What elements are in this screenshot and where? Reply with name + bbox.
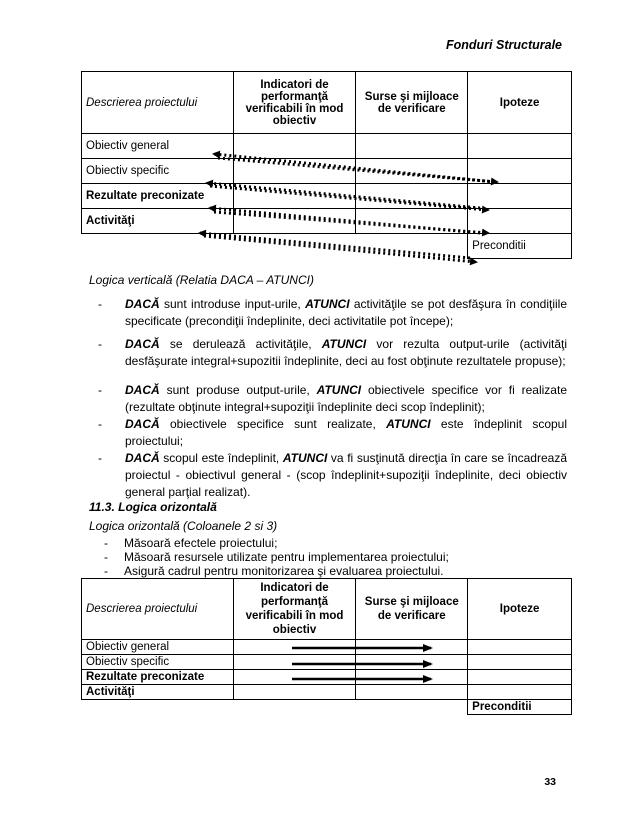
- list-item: - Măsoară resursele utilizate pentru implementarea proiectului;: [104, 550, 449, 564]
- preconditions-cell: Preconditii: [468, 234, 572, 259]
- table-header-row: [82, 579, 572, 640]
- list-item: - DACĂ sunt introduse input-urile, ATUNCI activităţile se pot desfăşura în condiţiile specificate (precondiţii îndeplinite, deci activitatile pot începe);: [98, 297, 567, 328]
- row-label: Obiectiv general: [82, 640, 234, 655]
- list-item: - DACĂ scopul este îndeplinit, ATUNCI va fi susţinută direcţia în care se încadrează proiectul - obiectivul general - (scop îndeplinit+supoziţii îndeplinite, deci obiectiv general parţial realizat).: [98, 451, 567, 499]
- logframe-table-2: [81, 578, 572, 715]
- table-row: [82, 655, 572, 670]
- table-row-preconditions: [82, 234, 572, 259]
- page-header-title: Fonduri Structurale: [446, 38, 562, 52]
- header-indicators: Indicatori de performanţă verificabili în mod obiectiv: [233, 72, 356, 134]
- row-label: Obiectiv specific: [82, 655, 234, 670]
- table-row: [82, 640, 572, 655]
- header-assumptions: Ipoteze: [468, 72, 572, 134]
- list-item: - DACĂ obiectivele specifice sunt realizate, ATUNCI este îndeplinit scopul proiectului;: [98, 417, 568, 448]
- list-item: - DACĂ sunt produse output-urile, ATUNCI obiectivele specifice vor fi realizate (rezultate obţinute integral+supoziţii îndeplinite deci scop îndeplinit);: [98, 383, 567, 414]
- row-label: Obiectiv general: [82, 134, 234, 159]
- row-label: Activităţi: [82, 685, 234, 700]
- table-row: [82, 209, 572, 234]
- row-label: Obiectiv specific: [82, 159, 234, 184]
- table-row: [82, 670, 572, 685]
- header-sources: Surse şi mijloace de verificare: [356, 72, 468, 134]
- dash-bullet: -: [98, 383, 102, 397]
- header-indicators: Indicatori de performanţă verificabili în mod obiectiv: [233, 579, 356, 640]
- row-label: Activităţi: [82, 209, 234, 234]
- dash-bullet: -: [98, 337, 102, 351]
- header-sources: Surse şi mijloace de verificare: [356, 579, 468, 640]
- vertical-logic-title: Logica verticală (Relatia DACA – ATUNCI): [89, 273, 314, 287]
- header-description: Descrierea proiectului: [82, 72, 234, 134]
- header-assumptions: Ipoteze: [468, 579, 572, 640]
- table-row: [82, 134, 572, 159]
- table-row-preconditions: [82, 700, 572, 715]
- list-item: - Asigură cadrul pentru monitorizarea şi evaluarea proiectului.: [104, 564, 444, 578]
- logframe-table-1: [81, 71, 572, 259]
- dash-bullet: -: [98, 451, 102, 465]
- preconditions-cell: Preconditii: [468, 700, 572, 715]
- dash-bullet: -: [98, 297, 102, 311]
- table-row: [82, 159, 572, 184]
- page-number: 33: [544, 776, 556, 788]
- horizontal-logic-subtitle: Logica orizontală (Coloanele 2 si 3): [89, 519, 278, 533]
- table-row: [82, 184, 572, 209]
- section-title: 11.3. Logica orizontală: [89, 500, 217, 514]
- list-item: - Măsoară efectele proiectului;: [104, 536, 278, 550]
- header-description: Descrierea proiectului: [82, 579, 234, 640]
- table-header-row: [82, 72, 572, 134]
- list-item: - DACĂ se derulează activităţile, ATUNCI vor rezulta output-urile (activităţi desfăşurate integral+supozitii îndeplinite, deci au fost obţinute rezultatele propuse);: [98, 337, 567, 368]
- table-row: [82, 685, 572, 700]
- row-label: Rezultate preconizate: [82, 184, 234, 209]
- row-label: Rezultate preconizate: [82, 670, 234, 685]
- dash-bullet: -: [98, 417, 102, 431]
